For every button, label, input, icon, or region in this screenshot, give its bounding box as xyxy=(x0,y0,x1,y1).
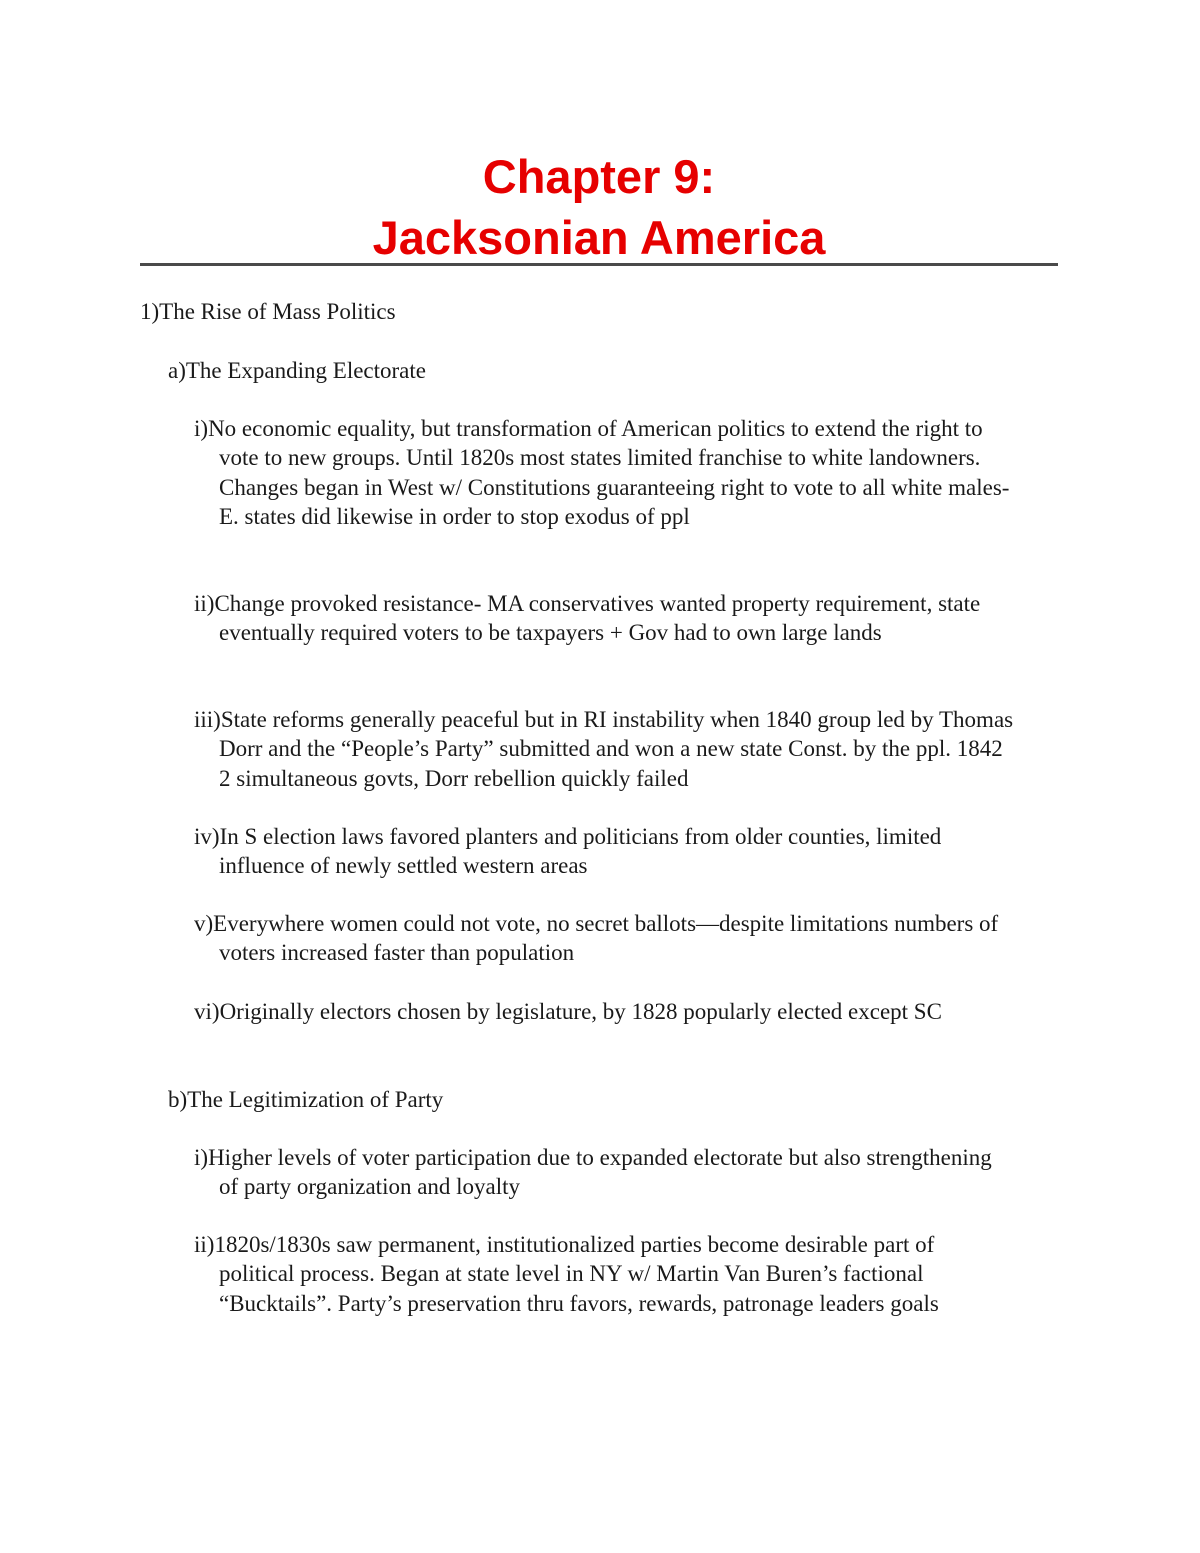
item-text: Higher levels of voter participation due to expanded electorate but also strengthening of party organization and loyalty xyxy=(208,1145,992,1200)
list-item xyxy=(194,909,1014,968)
section-heading xyxy=(140,297,396,326)
list-item xyxy=(194,997,1014,1026)
item-marker: vi) xyxy=(194,999,220,1024)
item-text: 1820s/1830s saw permanent, institutionalized parties become desirable part of political process. Began at state level in NY w/ Martin Van Buren’s factional “Bucktails”. Party’s preservation thru favors, rewards, patronage leaders goals xyxy=(214,1232,939,1316)
section-marker: 1) xyxy=(140,299,160,324)
title-line-chapter: Chapter 9: xyxy=(482,150,716,203)
item-marker: i) xyxy=(194,1145,209,1170)
subsection-title: The Legitimization of Party xyxy=(187,1087,444,1112)
item-marker: v) xyxy=(194,911,214,936)
subsection-heading xyxy=(168,356,426,385)
list-item xyxy=(194,1143,1014,1202)
item-text: Everywhere women could not vote, no secret ballots—despite limitations numbers of voters increased faster than population xyxy=(213,911,999,966)
list-item xyxy=(194,414,1014,531)
item-text: Originally electors chosen by legislature, by 1828 popularly elected except SC xyxy=(219,999,942,1024)
list-item xyxy=(194,1230,1014,1318)
list-item xyxy=(194,822,1014,881)
item-marker: ii) xyxy=(194,591,215,616)
item-text: In S election laws favored planters and politicians from older counties, limited influence of newly settled western areas xyxy=(219,824,942,879)
item-marker: iii) xyxy=(194,707,221,732)
item-text: No economic equality, but transformation of American politics to extend the right to vote to new groups. Until 1820s most states limited franchise to white landowners. Changes began in West w/ Constitutions guaranteeing right to vote to all white males- E. states did likewise in order to stop exodus of ppl xyxy=(208,416,1010,529)
item-text: Change provoked resistance- MA conservatives wanted property requirement, state eventually required voters to be taxpayers + Gov had to own large lands xyxy=(214,591,981,646)
title-divider xyxy=(140,263,1058,266)
page-title xyxy=(140,146,1058,268)
section-title: The Rise of Mass Politics xyxy=(159,299,396,324)
list-item xyxy=(194,705,1014,793)
subsection-title: The Expanding Electorate xyxy=(185,358,426,383)
list-item xyxy=(194,589,1014,648)
item-marker: ii) xyxy=(194,1232,215,1257)
item-marker: i) xyxy=(194,416,209,441)
subsection-marker: b) xyxy=(168,1087,188,1112)
title-line-topic: Jacksonian America xyxy=(372,211,826,264)
subsection-heading xyxy=(168,1085,443,1114)
subsection-marker: a) xyxy=(168,358,186,383)
item-text: State reforms generally peaceful but in RI instability when 1840 group led by Thomas Dorr and the “People’s Party” submitted and won a new state Const. by the ppl. 1842 2 simultaneous govts, Dorr rebellion quickly failed xyxy=(219,707,1014,791)
item-marker: iv) xyxy=(194,824,220,849)
